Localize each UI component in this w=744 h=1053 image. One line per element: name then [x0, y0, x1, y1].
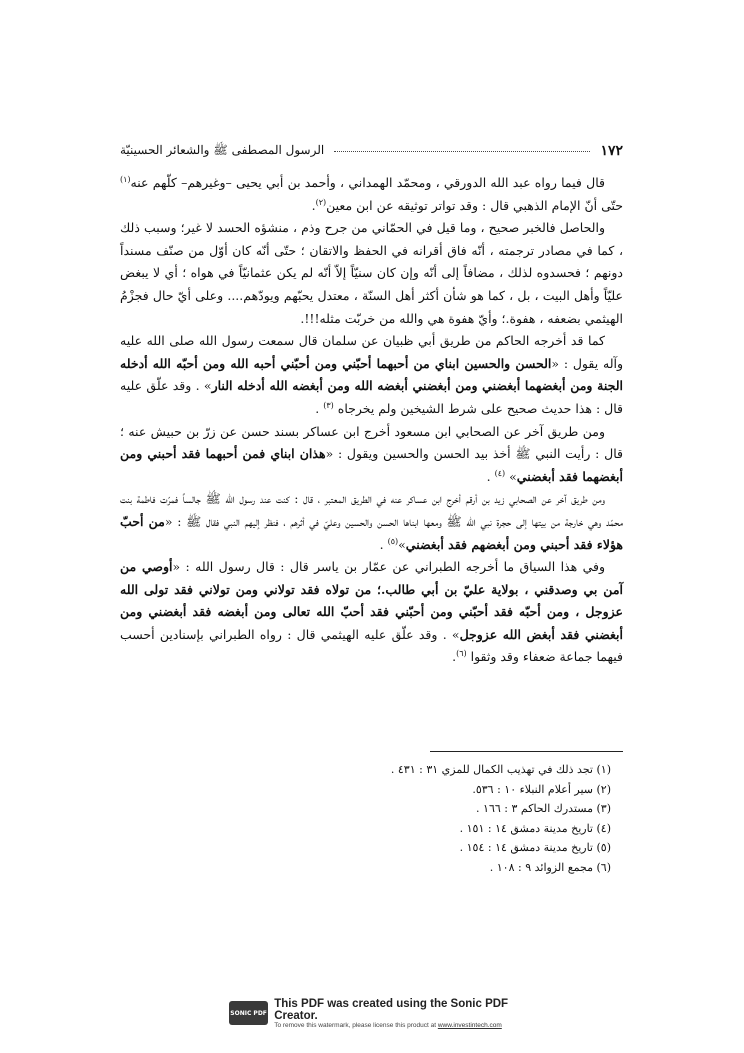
text-run: ومن طريق آخر عن الصحابي زيد بن أرقم أخرج ابن عساكر عنه في الطريق المعتبر ، قال : كنت عند رسول الله ﷺ جالساً فمرّت فاطمة بنت محمّد وهي خارجة من بيتها إلى حجرة نبي الله ﷺ ومعها ابناها الحسن والحسين وعليّ في أثرهم ، فنظر إليهم النبي فقال ﷺ : « — [120, 491, 623, 529]
footnote-item: (١) تجد ذلك في تهذيب الكمال للمزي ٣١ : ٤٣١ . — [390, 763, 611, 776]
text-run: . — [486, 468, 495, 484]
hadith-quote: هذان ابناي فمن أحبهما فقد أحبني ومن أبغضهما فقد أبغضني — [120, 446, 623, 484]
text-run: » — [505, 468, 517, 484]
text-run: حتّى أنّ الإمام الذهبي قال : وقد تواتر توثيقه عن ابن معين — [326, 197, 623, 213]
footnote-item: (٢) سير أعلام النبلاء ١٠ : ٥٣٦. — [472, 782, 611, 796]
footnote-ref: (٤) — [494, 468, 506, 478]
text-run: . — [452, 649, 457, 665]
text-run: » — [398, 536, 406, 552]
body-text — [120, 172, 623, 669]
text-run: وفي هذا السياق ما أخرجه الطبراني عن عمّار بن ياسر قال : قال رسول الله : « — [172, 559, 606, 575]
running-header — [120, 142, 623, 160]
watermark-link[interactable]: www.investintech.com — [437, 1021, 502, 1029]
paragraph — [120, 488, 623, 556]
footnote-ref: (٥) — [387, 536, 399, 546]
watermark-sub-text: To remove this watermark, please license this product at — [274, 1021, 438, 1029]
paragraph — [120, 330, 623, 420]
hadith-quote: أوصي من آمن بي وصدقني ، بولاية عليّ بن أبي طالب.؛ من تولاه فقد تولاني ومن تولاني فقد تولى الله عزوجل ، ومن أحبّه فقد أحبّني ومن أحبّني فقد أحبّ الله تعالى ومن أبغضه فقد أبغضني ومن أبغضني فقد أبغض الله عزوجل — [120, 559, 623, 642]
text-run: . — [379, 536, 388, 552]
paragraph — [120, 172, 623, 217]
text-run: . — [315, 400, 324, 416]
text-run: كما قد أخرجه الحاكم من طريق أبي ظبيان عن سلمان قال سمعت رسول الله صلى الله عليه وآله يقول : « — [120, 333, 624, 371]
text-run: » . وقد علّق عليه قال : هذا حديث صحيح على شرط الشيخين ولم يخرجاه — [120, 378, 623, 416]
footnotes — [120, 760, 623, 878]
header-dotted-leader — [334, 151, 590, 152]
watermark-sub-line — [274, 1022, 549, 1029]
text-run: » . وقد علّق عليه الهيثمي قال : رواه الطبراني بإسنادين أحسب فيهما جماعة ضعفاء وقد وثقوا — [120, 626, 623, 665]
running-title: الرسول المصطفى ﷺ والشعائر الحسينيّة — [120, 142, 325, 157]
footnote-ref: (٢) — [315, 197, 327, 207]
text-run: قال فيما رواه عبد الله الدورقي ، ومحمّد الهمداني ، وأحمد بن أبي يحيى –وغيرهم– كلّهم عنه — [130, 175, 605, 190]
sonic-pdf-logo-icon: SONIC PDF — [229, 1001, 268, 1025]
hadith-quote: من أحبّ هؤلاء فقد أحبني ومن أبغضهم فقد أبغضني — [120, 513, 623, 552]
footnote-ref: (١) — [120, 174, 131, 184]
footnote-ref: (٣) — [323, 400, 334, 410]
text-run: والحاصل فالخبر صحيح ، وما قيل في الحمّاني من جرح وذم ، منشؤه الحسد لا غير؛ وسبب ذلك ، كما في مصادر ترجمته ، أنّه فاق أقرانه في الحفظ والاتقان ؛ حتّى أنّه كان أوّل من صنّف مسنداً دونهم ؛ فحسدوه لذلك ، مضافاً إلى أنّه وإن كان سنيّاً إلاّ أنّه لم يكن عثمانيّاً في هواه ؛ أي لا يبغض عليّاً وأهل البيت ، بل ، كما هو شأن أكثر أهل السنّة ، معتدل يحبّهم ويودّهم.... وعلى أيّ حال فجزْمُ الهيثمي بضعفه ، هفوة.؛ وأيّ هفوة هي والله من خربّت مثله!!!. — [120, 220, 623, 326]
paragraph — [120, 217, 623, 330]
footnote-item: (٣) مستدرك الحاكم ٣ : ١٦٦ . — [476, 802, 611, 816]
footnote-item: (٤) تاريخ مدينة دمشق ١٤ : ١٥١ . — [459, 821, 611, 835]
hadith-quote: الحسن والحسين ابناي من أحبهما أحبّني ومن أحبّني أحبه الله ومن أحبّه الله أدخله الجنة ومن أبغضهما أبغضني ومن أبغضني أبغضه الله ومن أبغضه الله أدخله النار — [120, 355, 623, 394]
watermark-main-line: This PDF was created using the Sonic PDF Creator. — [274, 997, 509, 1022]
pdf-watermark — [229, 997, 549, 1029]
text-run: ومن طريق آخر عن الصحابي ابن مسعود أخرج ابن عساكر بسند حسن عن زرّ بن حبيش عنه ؛ قال : رأيت النبي ﷺ أخذ بيد الحسن والحسين ويقول : « — [120, 423, 623, 462]
footnote-item: (٥) تاريخ مدينة دمشق ١٤ : ١٥٤ . — [459, 841, 611, 855]
watermark-text — [274, 998, 549, 1029]
text-run: . — [311, 197, 316, 213]
page-number: ١٧٢ — [600, 143, 623, 159]
paragraph — [120, 556, 623, 669]
footnote-separator — [430, 751, 623, 752]
footnote-item: (٦) مجمع الزوائد ٩ : ١٠٨ . — [489, 860, 611, 874]
paragraph — [120, 421, 623, 489]
footnote-ref: (٦) — [456, 649, 467, 659]
